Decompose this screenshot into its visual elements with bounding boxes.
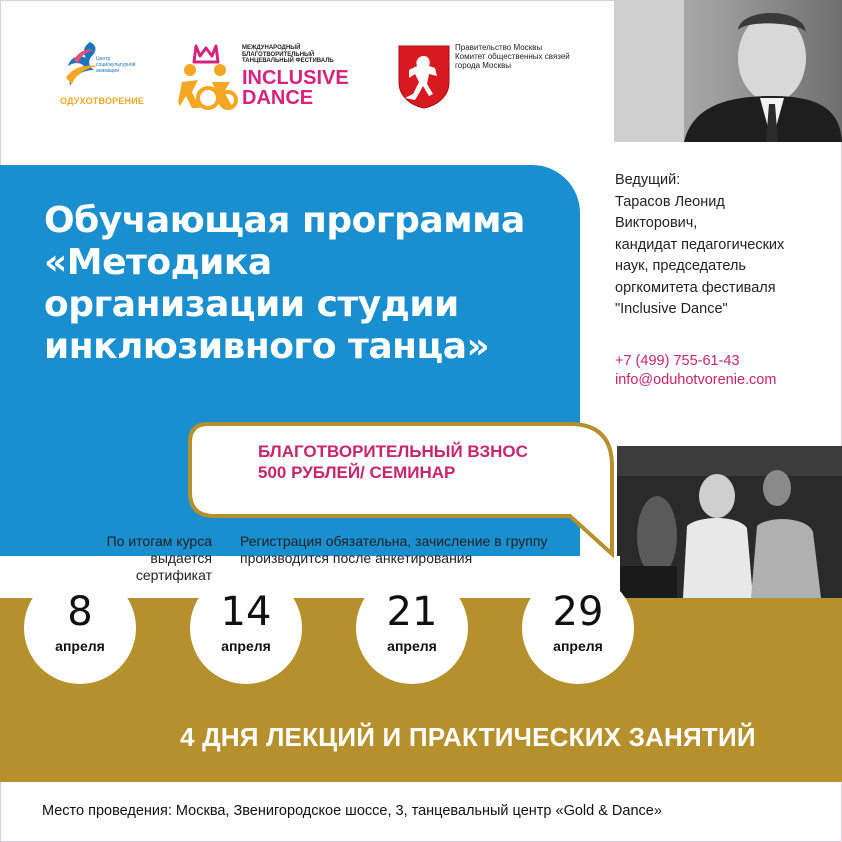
days-banner: 4 ДНЯ ЛЕКЦИЙ И ПРАКТИЧЕСКИХ ЗАНЯТИЙ: [180, 722, 756, 752]
logo-moscow-text: Правительство Москвы Комитет общественных связей города Москвы: [455, 43, 570, 70]
date-day: 14: [220, 589, 272, 635]
logo-inclusive-dance-subtitle: МЕЖДУНАРОДНЫЙ БЛАГОТВОРИТЕЛЬНЫЙ ТАНЦЕВАЛЬНЫЙ ФЕСТИВАЛЬ: [242, 45, 334, 64]
email-link[interactable]: info@oduhotvorenie.com: [615, 372, 777, 388]
title-line: Обучающая программа: [44, 200, 525, 241]
phone-link[interactable]: +7 (499) 755-61-43: [615, 353, 740, 369]
certificate-note: По итогам курса выдается сертификат: [106, 533, 212, 583]
venue-text: Место проведения: Москва, Звенигородское шоссе, 3, танцевальный центр «Gold & Dance»: [42, 803, 662, 819]
moscow-coat-of-arms-icon: [395, 42, 453, 110]
presenter-photo: [614, 0, 842, 142]
date-month: апреля: [55, 638, 105, 654]
date-circle: [522, 572, 634, 684]
title-line: организации студии: [44, 284, 459, 325]
title-line: инклюзивного танца»: [44, 326, 490, 367]
page-title: [44, 200, 564, 368]
contacts: [615, 352, 776, 390]
date-circle: [190, 572, 302, 684]
crown-dancers-icon: [178, 42, 238, 112]
presenter-info: Ведущий: Тарасов Леонид Викторович, кандидат педагогических наук, председатель оргкомитета фестиваля "Inclusive Dance": [615, 172, 785, 317]
logo-odukhotvorenie-subtitle: Центр социокультурной анимации: [96, 56, 136, 74]
date-month: апреля: [553, 638, 603, 654]
date-circle: [24, 572, 136, 684]
logo-odukhotvorenie-name: ОДУХОТВОРЕНИЕ: [60, 96, 145, 106]
dancers-photo: [617, 446, 842, 598]
registration-note: Регистрация обязательна, зачисление в группу производится после анкетирования: [240, 533, 548, 566]
date-day: 29: [552, 589, 604, 635]
fee-text: БЛАГОТВОРИТЕЛЬНЫЙ ВЗНОС 500 РУБЛЕЙ/ СЕМИНАР: [258, 442, 528, 482]
date-circle: [356, 572, 468, 684]
date-day: 21: [386, 589, 438, 635]
date-day: 8: [67, 589, 93, 635]
date-month: апреля: [387, 638, 437, 654]
date-month: апреля: [221, 638, 271, 654]
title-line: «Методика: [44, 242, 272, 283]
logo-inclusive-dance-name: INCLUSIVE DANCE: [242, 67, 349, 109]
